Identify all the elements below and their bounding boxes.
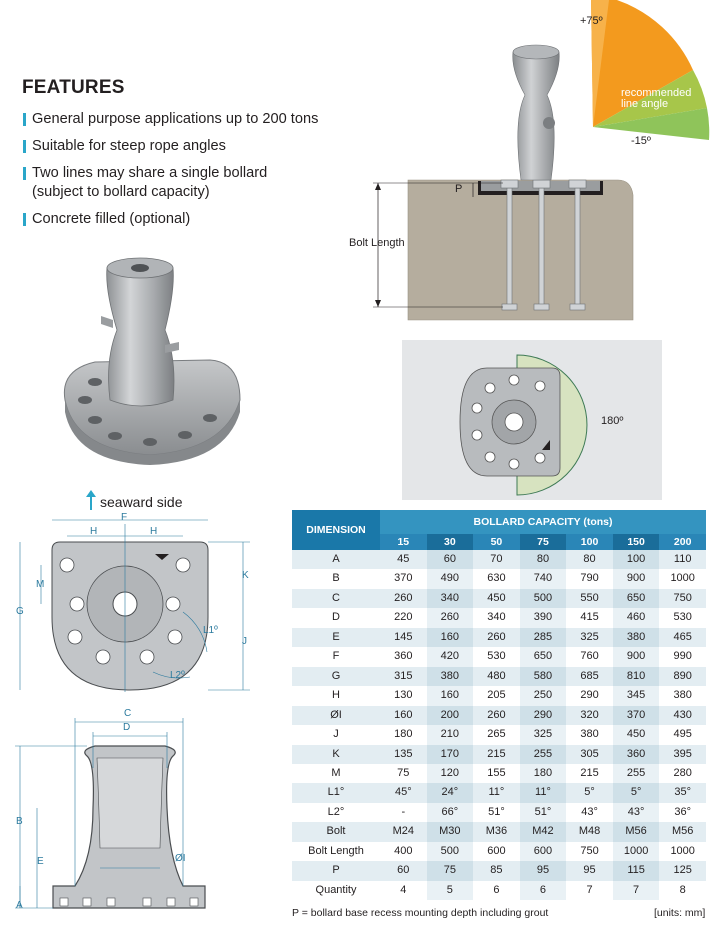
row-label: L2°: [292, 803, 380, 822]
table-cell: 215: [566, 764, 613, 783]
table-cell: 530: [659, 608, 706, 627]
table-cell: 70: [473, 550, 520, 569]
top-angle-label: +75º: [580, 15, 603, 27]
table-cell: 290: [520, 706, 567, 725]
capacity-column-header: 150: [613, 534, 660, 550]
table-cell: 750: [566, 842, 613, 861]
features-title: FEATURES: [22, 77, 125, 98]
table-cell: 66°: [427, 803, 474, 822]
table-row: [292, 550, 706, 569]
table-cell: 85: [473, 861, 520, 880]
capacity-column-header: 30: [427, 534, 474, 550]
table-cell: 125: [659, 861, 706, 880]
arrow-up-icon: [86, 490, 96, 510]
table-cell: 130: [380, 686, 427, 705]
table-cell: 200: [427, 706, 474, 725]
row-label: M: [292, 764, 380, 783]
dimension-header: DIMENSION: [292, 510, 380, 550]
top-view-drawing: [15, 512, 285, 702]
table-cell: 345: [613, 686, 660, 705]
table-cell: M42: [520, 822, 567, 841]
table-row: [292, 706, 706, 725]
table-body: [292, 550, 706, 900]
table-cell: 490: [427, 569, 474, 588]
units-label: [units: mm]: [654, 907, 706, 919]
table-cell: 630: [473, 569, 520, 588]
table-cell: 420: [427, 647, 474, 666]
row-label: E: [292, 628, 380, 647]
table-cell: 580: [520, 667, 567, 686]
dim-j: J: [242, 636, 247, 647]
table-cell: M48: [566, 822, 613, 841]
table-cell: 60: [380, 861, 427, 880]
table-cell: 360: [380, 647, 427, 666]
table-cell: 280: [659, 764, 706, 783]
table-cell: 35°: [659, 783, 706, 802]
row-label: Quantity: [292, 881, 380, 900]
table-cell: M36: [473, 822, 520, 841]
table-cell: 500: [427, 842, 474, 861]
table-cell: 430: [659, 706, 706, 725]
table-row: [292, 589, 706, 608]
table-cell: 220: [380, 608, 427, 627]
row-label: G: [292, 667, 380, 686]
table-cell: 80: [520, 550, 567, 569]
table-cell: 51°: [473, 803, 520, 822]
table-cell: 450: [473, 589, 520, 608]
table-cell: -: [380, 803, 427, 822]
table-cell: 650: [520, 647, 567, 666]
table-cell: 380: [613, 628, 660, 647]
features-list: [22, 110, 352, 237]
table-row: [292, 764, 706, 783]
feature-item: [22, 110, 352, 129]
table-row: [292, 725, 706, 744]
table-cell: 415: [566, 608, 613, 627]
bolt-length-label: Bolt Length: [349, 237, 405, 249]
table-cell: 180: [380, 725, 427, 744]
bollard-3d-illustration: [55, 250, 245, 465]
table-cell: M56: [613, 822, 660, 841]
row-label: A: [292, 550, 380, 569]
table-cell: 685: [566, 667, 613, 686]
dim-a: A: [16, 900, 23, 911]
table-cell: 900: [613, 569, 660, 588]
table-cell: 340: [473, 608, 520, 627]
table-cell: 155: [473, 764, 520, 783]
row-label: Bolt: [292, 822, 380, 841]
table-cell: 45°: [380, 783, 427, 802]
table-cell: 740: [520, 569, 567, 588]
table-cell: 43°: [566, 803, 613, 822]
recommended-line-angle-label: [621, 88, 691, 110]
feature-text: General purpose applications up to 200 tons: [32, 111, 319, 127]
table-cell: 400: [380, 842, 427, 861]
table-cell: 325: [520, 725, 567, 744]
table-cell: 260: [473, 628, 520, 647]
table-cell: 8: [659, 881, 706, 900]
row-label: ØI: [292, 706, 380, 725]
table-cell: 265: [473, 725, 520, 744]
table-cell: M24: [380, 822, 427, 841]
table-cell: 530: [473, 647, 520, 666]
table-cell: 180: [520, 764, 567, 783]
section-diagram: [349, 0, 718, 330]
table-cell: 75: [380, 764, 427, 783]
table-cell: 110: [659, 550, 706, 569]
table-cell: M56: [659, 822, 706, 841]
feature-text-continued: (subject to bollard capacity): [32, 184, 210, 200]
table-cell: 465: [659, 628, 706, 647]
table-footnote: P = bollard base recess mounting depth including grout: [292, 907, 549, 919]
row-label: P: [292, 861, 380, 880]
table-cell: 95: [520, 861, 567, 880]
table-cell: 600: [520, 842, 567, 861]
dim-m: M: [36, 579, 45, 590]
table-row: [292, 569, 706, 588]
table-cell: 480: [473, 667, 520, 686]
table-row: [292, 842, 706, 861]
capacity-column-header: 75: [520, 534, 567, 550]
table-cell: 890: [659, 667, 706, 686]
table-row: [292, 745, 706, 764]
table-cell: 395: [659, 745, 706, 764]
table-row: [292, 686, 706, 705]
table-cell: 390: [520, 608, 567, 627]
table-cell: 760: [566, 647, 613, 666]
table-cell: 1000: [613, 842, 660, 861]
table-cell: 500: [520, 589, 567, 608]
plan-view-diagram: [402, 340, 662, 500]
row-label: F: [292, 647, 380, 666]
table-cell: 990: [659, 647, 706, 666]
table-cell: 260: [427, 608, 474, 627]
table-cell: 75: [427, 861, 474, 880]
side-section-drawing: [15, 708, 215, 918]
rec-line2: line angle: [621, 98, 669, 110]
table-cell: 460: [613, 608, 660, 627]
row-label: C: [292, 589, 380, 608]
table-cell: 115: [613, 861, 660, 880]
table-cell: 6: [520, 881, 567, 900]
dim-l2: L2º: [170, 670, 185, 681]
table-cell: 11°: [473, 783, 520, 802]
dim-g: G: [16, 606, 24, 617]
table-cell: M30: [427, 822, 474, 841]
row-label: D: [292, 608, 380, 627]
table-cell: 80: [566, 550, 613, 569]
table-row: [292, 822, 706, 841]
table-cell: 60: [427, 550, 474, 569]
section-diagram-graphic: [363, 0, 718, 330]
table-row: [292, 803, 706, 822]
table-cell: 205: [473, 686, 520, 705]
table-cell: 120: [427, 764, 474, 783]
table-cell: 650: [613, 589, 660, 608]
dim-h-right: H: [150, 526, 158, 537]
table-cell: 135: [380, 745, 427, 764]
table-cell: 6: [473, 881, 520, 900]
table-cell: 7: [566, 881, 613, 900]
dim-k: K: [242, 570, 249, 581]
feature-text: Two lines may share a single bollard: [32, 165, 268, 181]
table-cell: 320: [566, 706, 613, 725]
table-cell: 43°: [613, 803, 660, 822]
table-cell: 1000: [659, 569, 706, 588]
table-cell: 305: [566, 745, 613, 764]
feature-item: [22, 210, 352, 229]
row-label: L1°: [292, 783, 380, 802]
bottom-angle-label: -15º: [631, 135, 651, 147]
feature-item: [22, 137, 352, 156]
bollard-capacity-table: [292, 510, 706, 900]
table-cell: 215: [473, 745, 520, 764]
row-label: K: [292, 745, 380, 764]
table-row: [292, 667, 706, 686]
table-cell: 45: [380, 550, 427, 569]
table-cell: 95: [566, 861, 613, 880]
dim-b: B: [16, 816, 23, 827]
table-cell: 285: [520, 628, 567, 647]
table-cell: 11°: [520, 783, 567, 802]
table-cell: 160: [427, 628, 474, 647]
table-cell: 900: [613, 647, 660, 666]
table-cell: 160: [380, 706, 427, 725]
feature-text: Concrete filled (optional): [32, 211, 191, 227]
table-cell: 100: [613, 550, 660, 569]
table-cell: 7: [613, 881, 660, 900]
table-cell: 5°: [613, 783, 660, 802]
table-cell: 600: [473, 842, 520, 861]
capacity-header: BOLLARD CAPACITY (tons): [380, 510, 706, 534]
dim-d: D: [123, 722, 131, 733]
dim-i: ØI: [175, 853, 186, 864]
feature-text: Suitable for steep rope angles: [32, 138, 226, 154]
table-cell: 4: [380, 881, 427, 900]
dim-f: F: [121, 512, 128, 523]
table-cell: 550: [566, 589, 613, 608]
capacity-column-header: 50: [473, 534, 520, 550]
capacity-column-header: 15: [380, 534, 427, 550]
feature-item: [22, 164, 352, 202]
table-cell: 450: [613, 725, 660, 744]
capacity-column-header: 200: [659, 534, 706, 550]
table-cell: 340: [427, 589, 474, 608]
table-cell: 380: [427, 667, 474, 686]
capacity-column-header: 100: [566, 534, 613, 550]
table-cell: 370: [613, 706, 660, 725]
table-cell: 160: [427, 686, 474, 705]
p-label: P: [455, 183, 463, 195]
table-cell: 255: [520, 745, 567, 764]
row-label: B: [292, 569, 380, 588]
table-row: [292, 861, 706, 880]
table-cell: 260: [473, 706, 520, 725]
row-label: J: [292, 725, 380, 744]
table-cell: 5°: [566, 783, 613, 802]
table-cell: 790: [566, 569, 613, 588]
table-cell: 1000: [659, 842, 706, 861]
table-cell: 290: [566, 686, 613, 705]
row-label: Bolt Length: [292, 842, 380, 861]
table-cell: 260: [380, 589, 427, 608]
table-cell: 145: [380, 628, 427, 647]
table-cell: 250: [520, 686, 567, 705]
plan-angle-label: 180º: [601, 415, 624, 427]
table-cell: 36°: [659, 803, 706, 822]
side-section-graphic: [15, 708, 215, 918]
seaward-side-label: seaward side: [100, 494, 183, 510]
table-cell: 24°: [427, 783, 474, 802]
table-cell: 255: [613, 764, 660, 783]
table-cell: 315: [380, 667, 427, 686]
table-cell: 5: [427, 881, 474, 900]
table-cell: 370: [380, 569, 427, 588]
rec-line1: recommended: [621, 87, 692, 99]
top-view-graphic: [15, 512, 285, 702]
dim-c: C: [124, 708, 132, 719]
dim-l1: L1º: [203, 625, 218, 636]
table-cell: 380: [659, 686, 706, 705]
table-cell: 325: [566, 628, 613, 647]
table-cell: 810: [613, 667, 660, 686]
table-cell: 210: [427, 725, 474, 744]
table-cell: 51°: [520, 803, 567, 822]
table-cell: 170: [427, 745, 474, 764]
table-row: [292, 628, 706, 647]
table-row: [292, 608, 706, 627]
row-label: H: [292, 686, 380, 705]
table-row: [292, 881, 706, 900]
table-cell: 750: [659, 589, 706, 608]
dim-h-left: H: [90, 526, 98, 537]
dim-e: E: [37, 856, 44, 867]
table-cell: 495: [659, 725, 706, 744]
table-cell: 380: [566, 725, 613, 744]
table-row: [292, 647, 706, 666]
table-cell: 360: [613, 745, 660, 764]
table-row: [292, 783, 706, 802]
